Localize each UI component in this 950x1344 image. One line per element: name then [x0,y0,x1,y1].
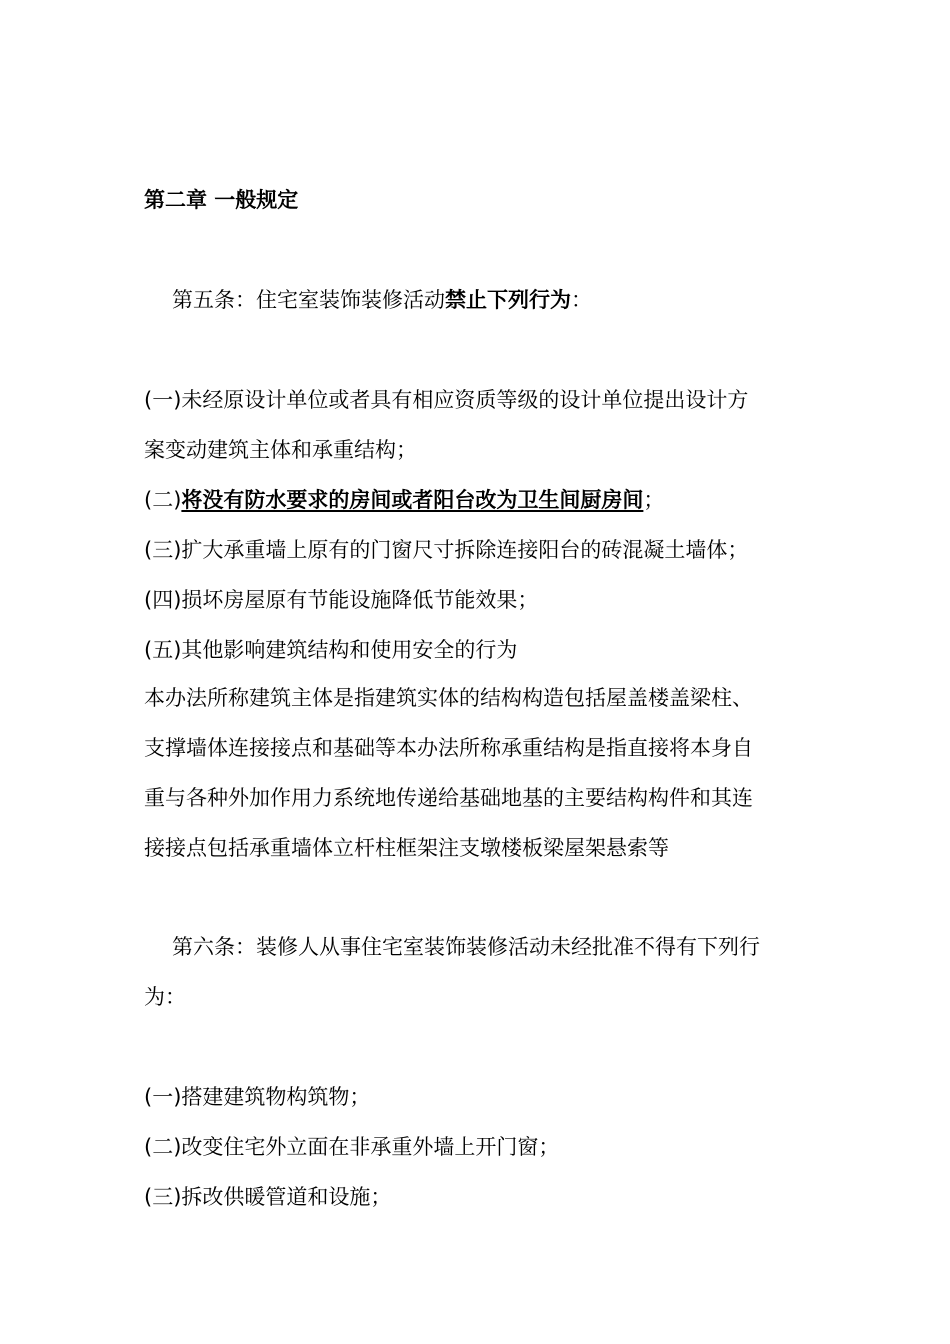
article-5-item-2-emphasis: 将没有防水要求的房间或者阳台改为卫生间厨房间 [181,488,644,512]
article-5-item-2 [144,485,664,515]
article-5-item-2-prefix: (二) [144,488,182,512]
article-6-heading-line-2: 为： [144,985,186,1009]
article-6-item-1: (一)搭建建筑物构筑物； [144,1085,371,1109]
definition-line-3: 重与各种外加作用力系统地传递给基础地基的主要结构构件和其连 [144,786,753,810]
chapter-title: 第二章 一般规定 [144,188,299,212]
article-6-item-3: (三)拆改供暖管道和设施； [144,1185,392,1209]
article-5-emphasis: 禁止下列行为 [445,288,571,312]
article-5-heading [172,285,592,315]
article-5-item-2-suffix: ； [643,488,665,512]
article-5-item-5: (五)其他影响建筑结构和使用安全的行为 [144,638,518,662]
article-5-item-4: (四)损坏房屋原有节能设施降低节能效果； [144,588,539,612]
article-5-item-3: (三)扩大承重墙上原有的门窗尺寸拆除连接阳台的砖混凝土墙体； [144,538,749,562]
article-5-item-1-line-2: 案变动建筑主体和承重结构； [144,438,417,462]
article-6-heading-line-1: 第六条：装修人从事住宅室装饰装修活动未经批准不得有下列行 [172,935,760,959]
article-5-suffix: ： [571,288,592,312]
definition-line-4: 接接点包括承重墙体立杆柱框架注支墩楼板梁屋架悬索等 [144,836,669,860]
article-6-item-2: (二)改变住宅外立面在非承重外墙上开门窗； [144,1135,560,1159]
definition-line-2: 支撑墙体连接接点和基础等本办法所称承重结构是指直接将本身自 [144,736,753,760]
article-5-item-1-line-1: (一)未经原设计单位或者具有相应资质等级的设计单位提出设计方 [144,388,749,412]
article-5-prefix: 第五条：住宅室装饰装修活动 [172,288,445,312]
definition-line-1: 本办法所称建筑主体是指建筑实体的结构构造包括屋盖楼盖梁柱、 [144,686,753,710]
